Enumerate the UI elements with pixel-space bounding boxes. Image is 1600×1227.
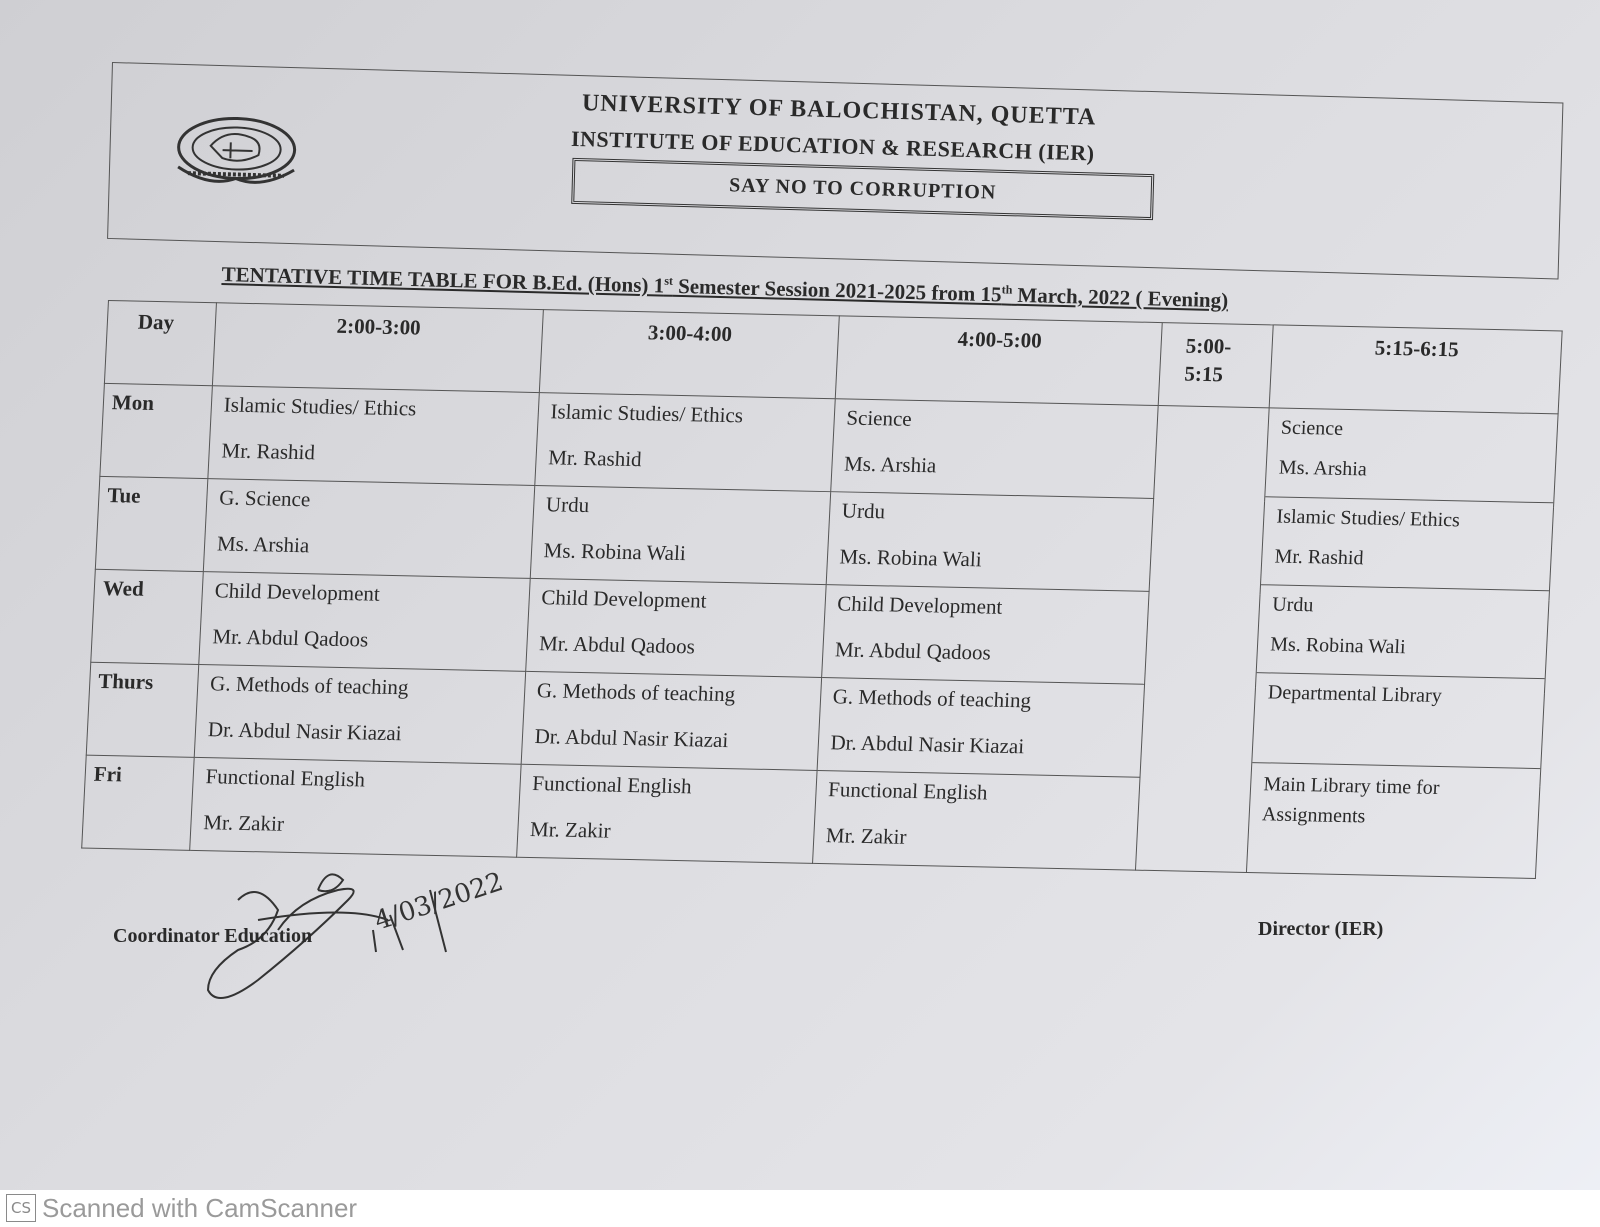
class-cell: Child Development Mr. Abdul Qadoos <box>525 578 825 677</box>
last-slot-cell: Departmental Library <box>1253 672 1545 769</box>
class-cell: Functional English Mr. Zakir <box>190 757 521 857</box>
class-cell: G. Methods of teaching Dr. Abdul Nasir Kiazai <box>817 678 1145 778</box>
camscanner-footer <box>0 1190 1600 1227</box>
class-cell: Science Ms. Arshia <box>830 399 1158 499</box>
svg-text:4/03/2022: 4/03/2022 <box>370 866 507 937</box>
header-box <box>107 62 1563 279</box>
university-name: UNIVERSITY OF BALOCHISTAN, QUETTA <box>581 90 1097 131</box>
last-slot-cell: Urdu Ms. Robina Wali <box>1257 584 1549 679</box>
col-header-slot1: 2:00-3:00 <box>212 303 543 393</box>
motto-text: SAY NO TO CORRUPTION <box>728 173 997 204</box>
col-header-slot2: 3:00-4:00 <box>539 310 839 399</box>
class-cell: Islamic Studies/ Ethics Mr. Rashid <box>534 393 834 492</box>
class-cell: G. Methods of teaching Dr. Abdul Nasir Kiazai <box>194 664 525 764</box>
class-cell: Functional English Mr. Zakir <box>812 770 1140 870</box>
col-header-slot3: 4:00-5:00 <box>835 316 1163 406</box>
university-seal-logo <box>169 105 303 193</box>
col-header-break: 5:00- 5:15 <box>1158 323 1273 408</box>
motto-box <box>571 158 1154 220</box>
last-slot-stack <box>1247 408 1557 878</box>
day-cell: Thurs <box>86 662 198 757</box>
class-cell: Functional English Mr. Zakir <box>516 764 816 863</box>
day-cell: Tue <box>95 476 207 571</box>
class-cell: Urdu Ms. Robina Wali <box>530 485 830 584</box>
day-cell: Fri <box>82 755 194 850</box>
director-label: Director (IER) <box>1258 918 1384 940</box>
col-header-slot5: 5:15-6:15 <box>1269 325 1562 414</box>
col-header-day: Day <box>104 301 216 386</box>
last-slot-cell: Islamic Studies/ Ethics Mr. Rashid <box>1261 496 1553 591</box>
class-cell: Child Development Mr. Abdul Qadoos <box>199 572 530 672</box>
camscanner-logo-icon: CS <box>6 1194 36 1222</box>
class-cell: G. Methods of teaching Dr. Abdul Nasir Kiazai <box>521 671 821 770</box>
last-slot-column <box>1247 408 1558 879</box>
last-slot-cell: Main Library time for Assignments <box>1247 762 1540 875</box>
day-cell: Wed <box>91 569 203 664</box>
timetable <box>81 300 1563 879</box>
institute-name: INSTITUTE OF EDUCATION & RESEARCH (IER) <box>570 125 1095 166</box>
last-slot-cell: Science Ms. Arshia <box>1278 416 1368 481</box>
class-cell: G. Science Ms. Arshia <box>203 479 534 579</box>
camscanner-watermark: Scanned with CamScanner <box>42 1193 358 1223</box>
class-cell: Child Development Mr. Abdul Qadoos <box>821 585 1149 685</box>
coordinator-label: Coordinator Education <box>113 925 313 947</box>
day-cell: Mon <box>100 383 212 478</box>
class-cell: Urdu Ms. Robina Wali <box>826 492 1154 592</box>
timetable-title: TENTATIVE TIME TABLE FOR B.Ed. (Hons) 1st Semester Session 2021-2025 from 15th March, 2022 ( Evening) <box>221 262 1229 313</box>
class-cell: Islamic Studies/ Ethics Mr. Rashid <box>208 386 539 486</box>
